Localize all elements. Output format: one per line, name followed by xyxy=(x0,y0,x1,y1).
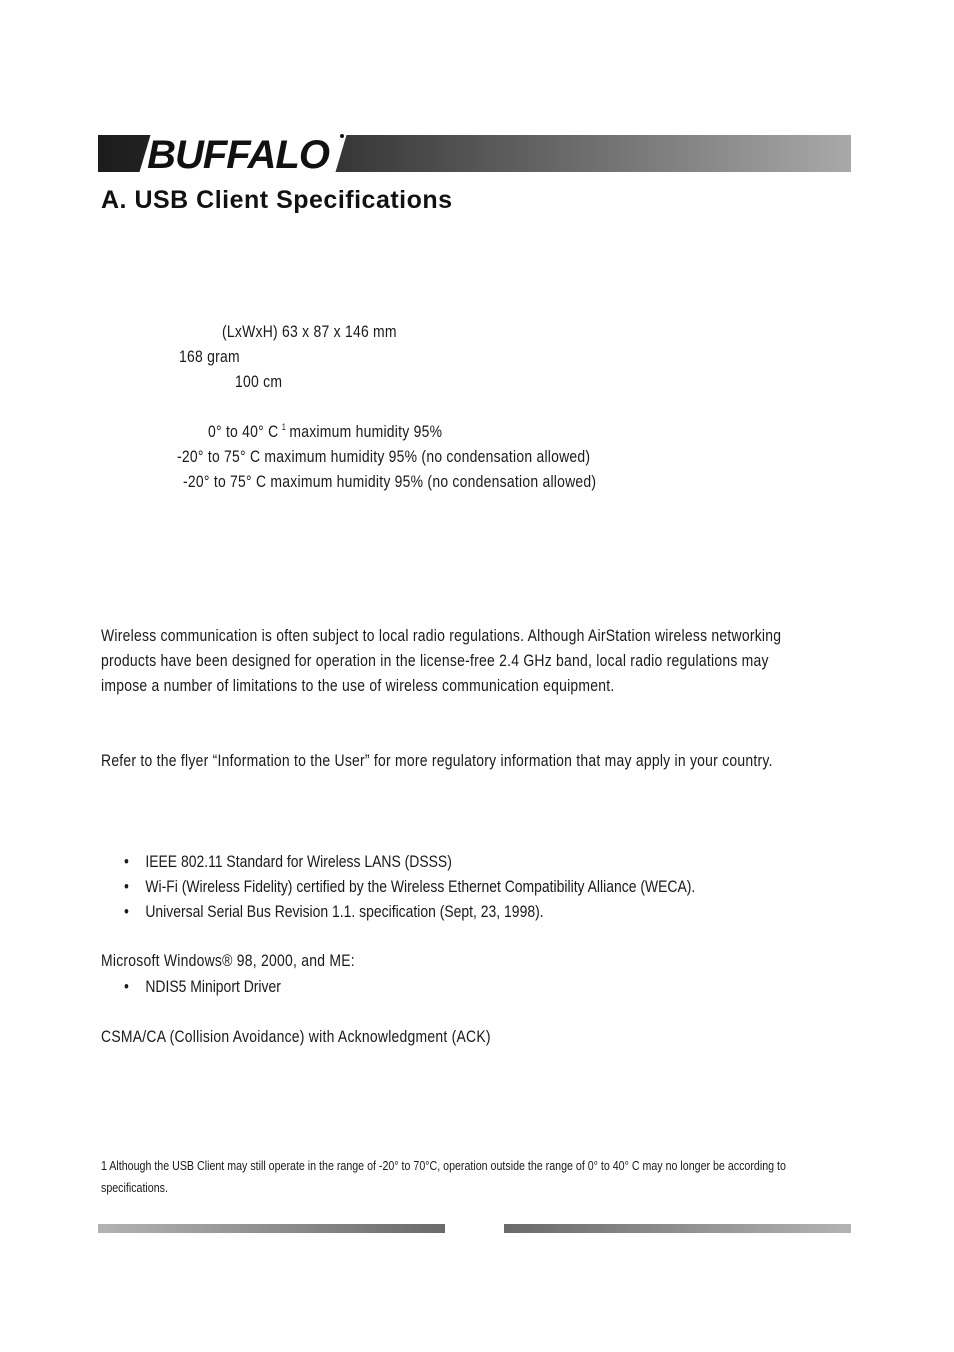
footer-bar-left xyxy=(98,1224,445,1233)
spec-transport-temp: -20° to 75° C maximum humidity 95% (no condensation allowed) xyxy=(183,472,597,491)
footnote-marker: 1 xyxy=(281,422,287,432)
standards-list xyxy=(124,849,695,924)
list-item: • NDIS5 Miniport Driver xyxy=(124,974,281,999)
footer-bar-right xyxy=(504,1224,851,1233)
regulatory-refer: Refer to the flyer “Information to the User” for more regulatory information that may apply in your country. xyxy=(101,751,773,770)
logo-text: BUFFALO xyxy=(147,133,329,177)
spec-operating-temp xyxy=(208,422,442,442)
footnote: 1 Although the USB Client may still operate in the range of -20° to 70°C, operation outside the range of 0° to 40° C may no longer be according to specifications. xyxy=(101,1158,786,1195)
os-label: Microsoft Windows® 98, 2000, and ME: xyxy=(101,951,355,970)
media-access: CSMA/CA (Collision Avoidance) with Acknowledgment (ACK) xyxy=(101,1027,491,1046)
regulatory-paragraph: Wireless communication is often subject to local radio regulations. Although AirStation wireless networking products have been designed for operation in the license-free 2.4 GHz band, local radio regulations may impose a number of limitations to the use of wireless communication equipment. xyxy=(101,626,782,695)
driver-list xyxy=(124,974,281,999)
spec-operating-humidity: maximum humidity 95% xyxy=(289,422,443,441)
list-item: • Wi-Fi (Wireless Fidelity) certified by the Wireless Ethernet Compatibility Alliance (WECA). xyxy=(124,874,695,899)
list-item: • Universal Serial Bus Revision 1.1. specification (Sept, 23, 1998). xyxy=(124,899,695,924)
buffalo-logo xyxy=(138,130,348,177)
list-item: • IEEE 802.11 Standard for Wireless LANS (DSSS) xyxy=(124,849,695,874)
spec-weight: 168 gram xyxy=(179,347,240,366)
spec-operating-temp-value: 0° to 40° C xyxy=(208,422,279,441)
spec-cable-length: 100 cm xyxy=(235,372,283,391)
spec-dimensions: (LxWxH) 63 x 87 x 146 mm xyxy=(222,322,397,341)
spec-storage-temp: -20° to 75° C maximum humidity 95% (no condensation allowed) xyxy=(177,447,591,466)
section-title: A. USB Client Specifications xyxy=(101,186,453,214)
